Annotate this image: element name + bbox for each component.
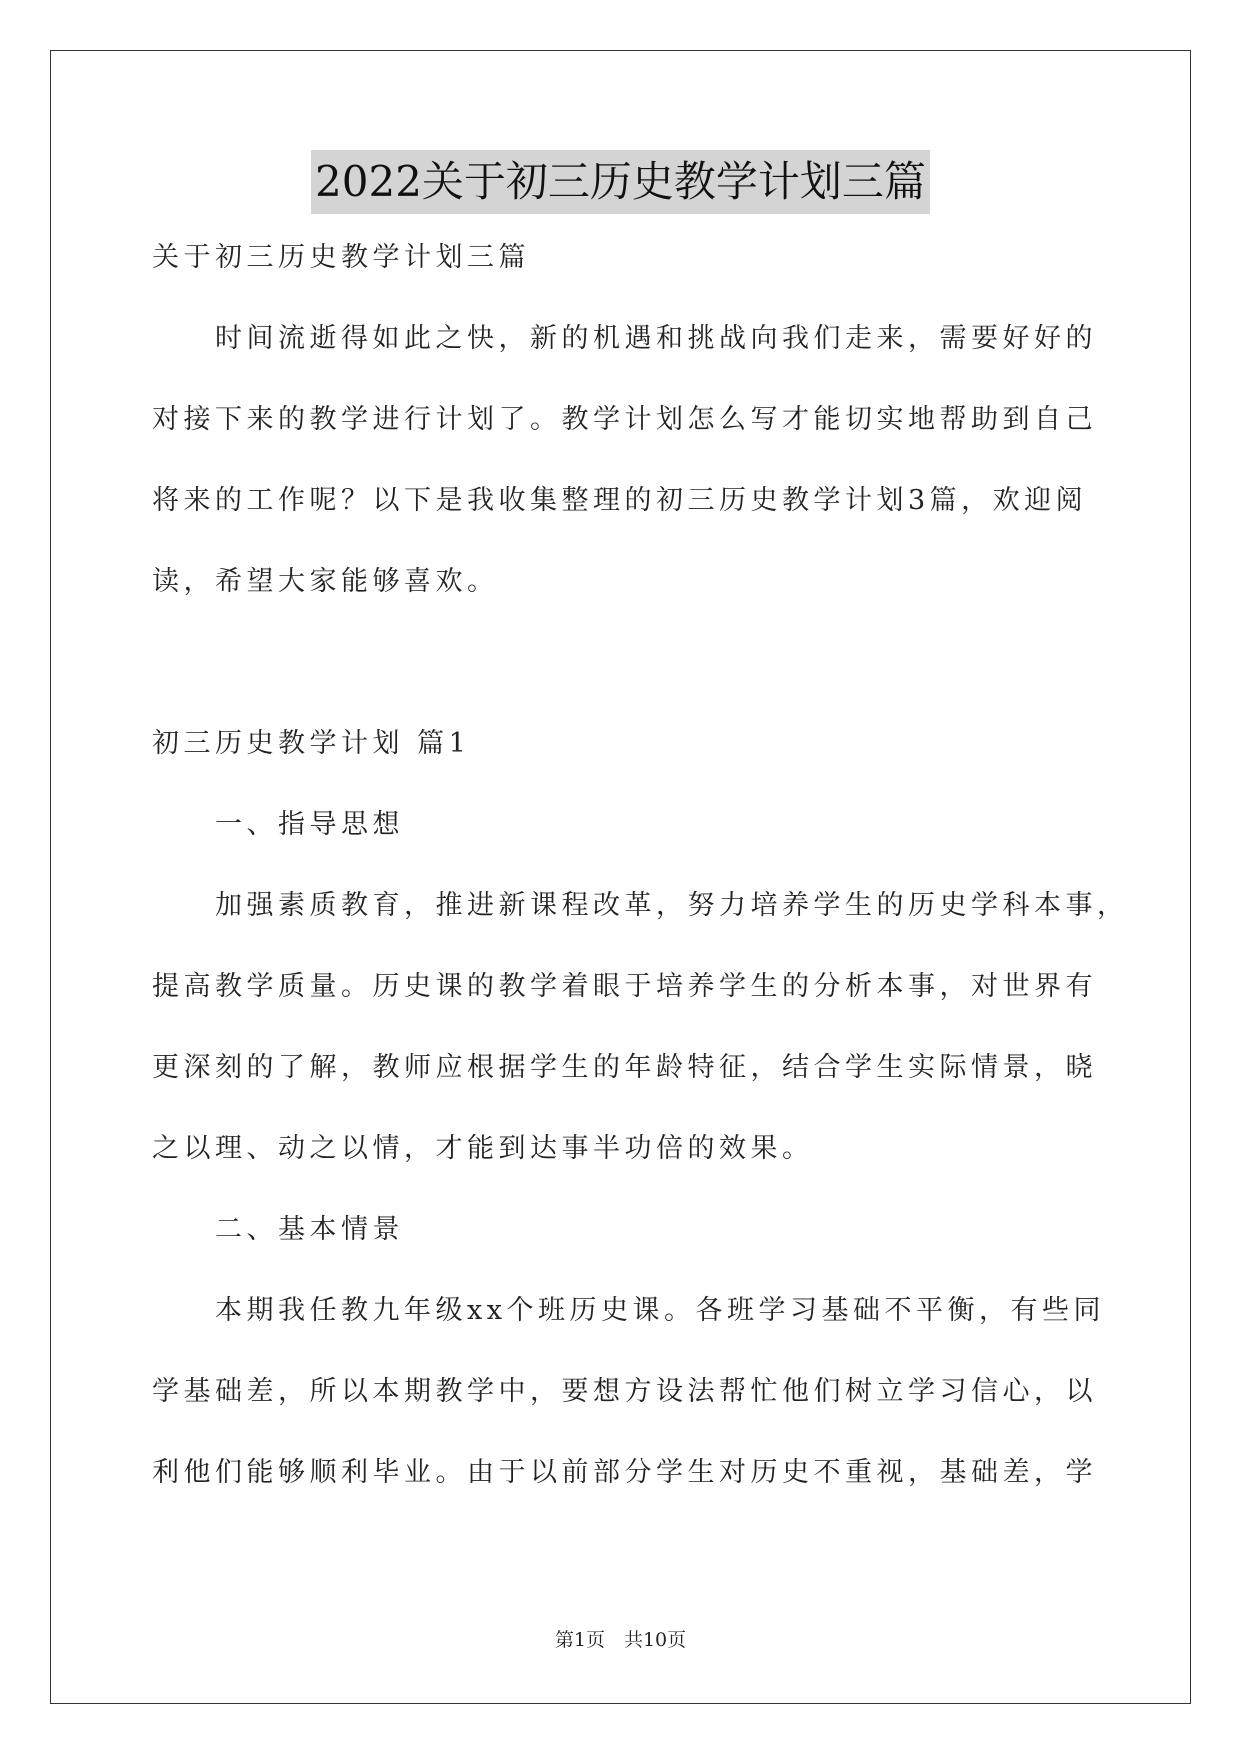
document-title: 2022关于初三历史教学计划三篇 [311,150,930,214]
paragraph-line: 之以理、动之以情，才能到达事半功倍的效果。 [152,1133,814,1164]
page-number: 第1页 共10页 [554,1629,687,1651]
subsection-heading: 一、指导思想 [215,809,404,840]
paragraph-line: 对接下来的教学进行计划了。教学计划怎么写才能切实地帮助到自己 [152,404,1097,435]
paragraph-line: 关于初三历史教学计划三篇 [152,242,530,273]
paragraph-line: 将来的工作呢？以下是我收集整理的初三历史教学计划3篇，欢迎阅 [152,485,1088,516]
paragraph-line: 利他们能够顺利毕业。由于以前部分学生对历史不重视，基础差，学 [152,1457,1097,1488]
paragraph-line: 学基础差，所以本期教学中，要想方设法帮忙他们树立学习信心，以 [152,1376,1097,1407]
paragraph-line: 本期我任教九年级xx个班历史课。各班学习基础不平衡，有些同 [215,1295,1105,1326]
paragraph-line: 更深刻的了解，教师应根据学生的年龄特征，结合学生实际情景，晓 [152,1052,1097,1083]
section-heading: 初三历史教学计划 篇1 [152,728,471,759]
paragraph-line: 加强素质教育，推进新课程改革，努力培养学生的历史学科本事， [215,890,1129,921]
paragraph-line: 提高教学质量。历史课的教学着眼于培养学生的分析本事，对世界有 [152,971,1097,1002]
paragraph-line: 读，希望大家能够喜欢。 [152,566,499,597]
blank-line [152,638,1112,719]
title-container [0,150,1241,214]
document-body [152,233,1129,1529]
paragraph-line: 时间流逝得如此之快，新的机遇和挑战向我们走来，需要好好的 [215,323,1097,354]
subsection-heading: 二、基本情景 [215,1214,404,1245]
page-footer [0,1625,1241,1652]
